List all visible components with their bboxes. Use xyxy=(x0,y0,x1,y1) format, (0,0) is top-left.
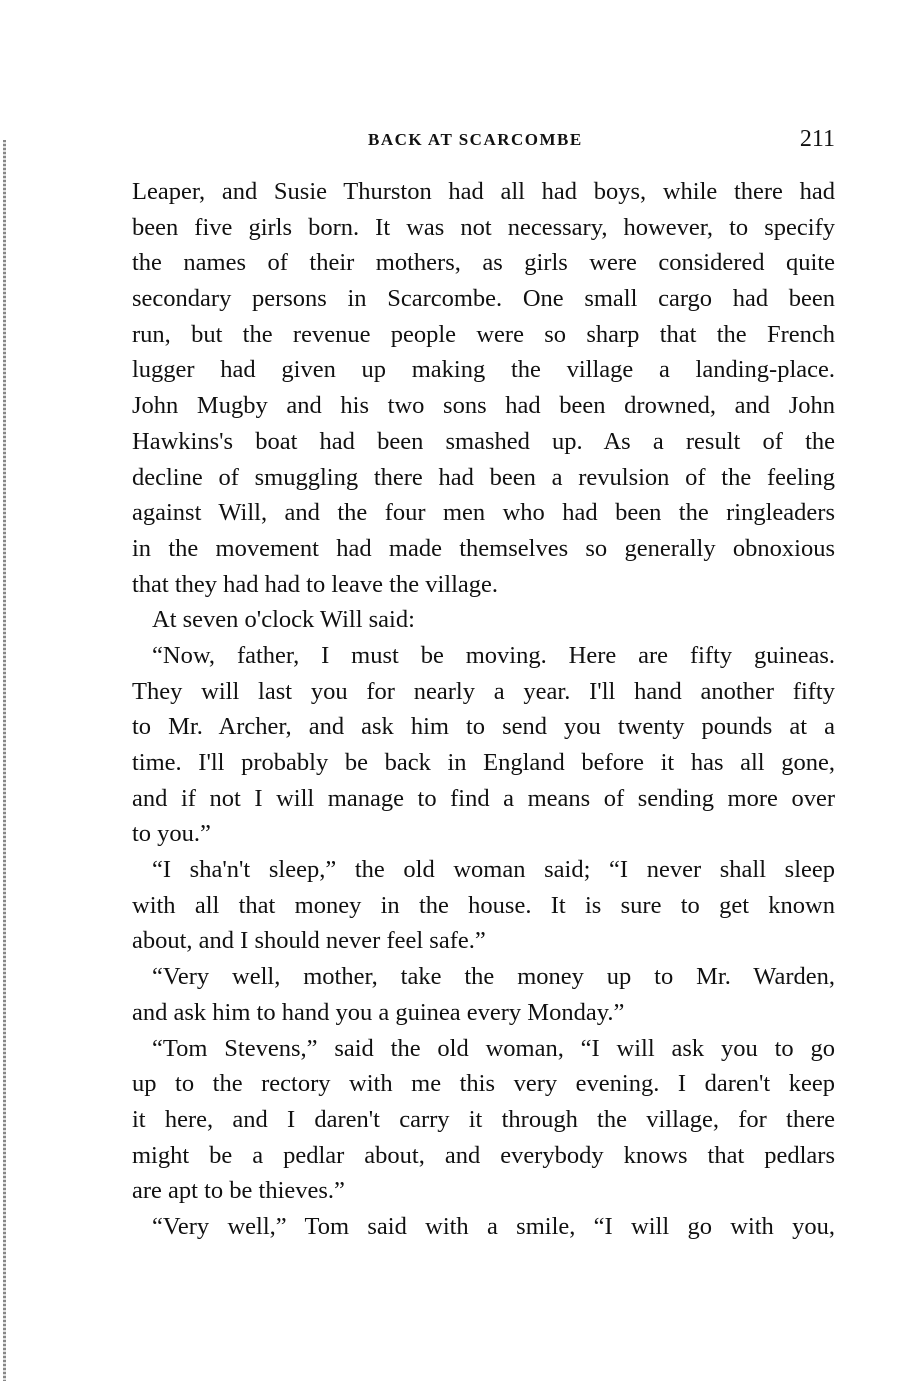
text-line xyxy=(132,674,835,710)
text-line-content: and ask him to hand you a guinea every Monday.” xyxy=(132,998,625,1026)
text-line xyxy=(132,1209,835,1245)
text-line-content: decline of smuggling there had been a revulsion of the feeling xyxy=(132,463,835,491)
text-line xyxy=(132,709,835,745)
text-line-content: been five girls born. It was not necessary, however, to specify xyxy=(132,213,835,241)
page-header xyxy=(132,126,835,156)
text-line-content: lugger had given up making the village a landing-place. xyxy=(132,356,835,384)
text-line-content: to Mr. Archer, and ask him to send you twenty pounds at a xyxy=(132,713,835,741)
text-line xyxy=(132,495,835,531)
running-title: BACK AT SCARCOMBE xyxy=(368,130,583,149)
text-line xyxy=(132,995,835,1031)
text-line xyxy=(132,317,835,353)
body-text xyxy=(132,174,835,1245)
text-line-content: They will last you for nearly a year. I'll hand another fifty xyxy=(132,677,835,705)
text-line-content: that they had had to leave the village. xyxy=(132,570,499,598)
text-line-content: run, but the revenue people were so sharp that the French xyxy=(132,320,835,348)
text-line-content: “Very well, mother, take the money up to Mr. Warden, xyxy=(152,963,835,991)
text-line-content: John Mugby and his two sons had been drowned, and John xyxy=(132,392,835,420)
text-line xyxy=(132,1102,835,1138)
text-line xyxy=(132,1066,835,1102)
text-line-content: to you.” xyxy=(132,820,211,848)
text-line xyxy=(132,816,835,852)
text-line xyxy=(132,210,835,246)
text-line-content: with all that money in the house. It is sure to get known xyxy=(132,891,835,919)
text-line-content: Hawkins's boat had been smashed up. As a result of the xyxy=(132,427,835,455)
page-scan-edge xyxy=(3,140,6,1381)
text-line xyxy=(132,567,835,603)
text-line-content: secondary persons in Scarcombe. One small cargo had been xyxy=(132,285,835,313)
text-line-content: time. I'll probably be back in England before it has all gone, xyxy=(132,749,835,776)
text-line xyxy=(132,852,835,888)
text-line-content: it here, and I daren't carry it through the village, for there xyxy=(132,1105,835,1133)
text-line xyxy=(132,531,835,567)
text-line xyxy=(132,352,835,388)
text-line xyxy=(132,1173,835,1209)
text-line-content: “Very well,” Tom said with a smile, “I will go with you, xyxy=(152,1212,835,1240)
text-line xyxy=(132,959,835,995)
text-line xyxy=(132,388,835,424)
text-line xyxy=(132,745,835,781)
text-line-content: the names of their mothers, as girls were considered quite xyxy=(132,249,835,277)
text-line xyxy=(132,424,835,460)
text-line-content: are apt to be thieves.” xyxy=(132,1177,345,1205)
text-line xyxy=(132,281,835,317)
text-line-content: Leaper, and Susie Thurston had all had boys, while there had xyxy=(132,178,835,205)
text-line-content: “Now, father, I must be moving. Here are fifty guineas. xyxy=(152,641,835,669)
text-line xyxy=(132,1031,835,1067)
text-line-content: might be a pedlar about, and everybody knows that pedlars xyxy=(132,1141,835,1169)
text-line xyxy=(132,923,835,959)
text-line-content: and if not I will manage to find a means of sending more over xyxy=(132,784,835,812)
page-number: 211 xyxy=(799,126,835,152)
text-line-content: about, and I should never feel safe.” xyxy=(132,927,486,955)
text-line xyxy=(132,781,835,817)
text-line-content: “Tom Stevens,” said the old woman, “I will ask you to go xyxy=(152,1034,835,1062)
text-line xyxy=(132,638,835,674)
text-line xyxy=(132,888,835,924)
text-line-content: against Will, and the four men who had been the ringleaders xyxy=(132,499,835,527)
text-line xyxy=(132,460,835,496)
text-line-content: up to the rectory with me this very evening. I daren't keep xyxy=(132,1070,835,1098)
text-line-content: “I sha'n't sleep,” the old woman said; “I never shall sleep xyxy=(152,856,835,884)
text-line xyxy=(132,1138,835,1174)
text-line xyxy=(132,174,835,210)
text-line-content: At seven o'clock Will said: xyxy=(152,606,415,634)
text-line-content: in the movement had made themselves so generally obnoxious xyxy=(132,534,835,562)
text-line xyxy=(132,245,835,281)
text-line xyxy=(132,602,835,638)
